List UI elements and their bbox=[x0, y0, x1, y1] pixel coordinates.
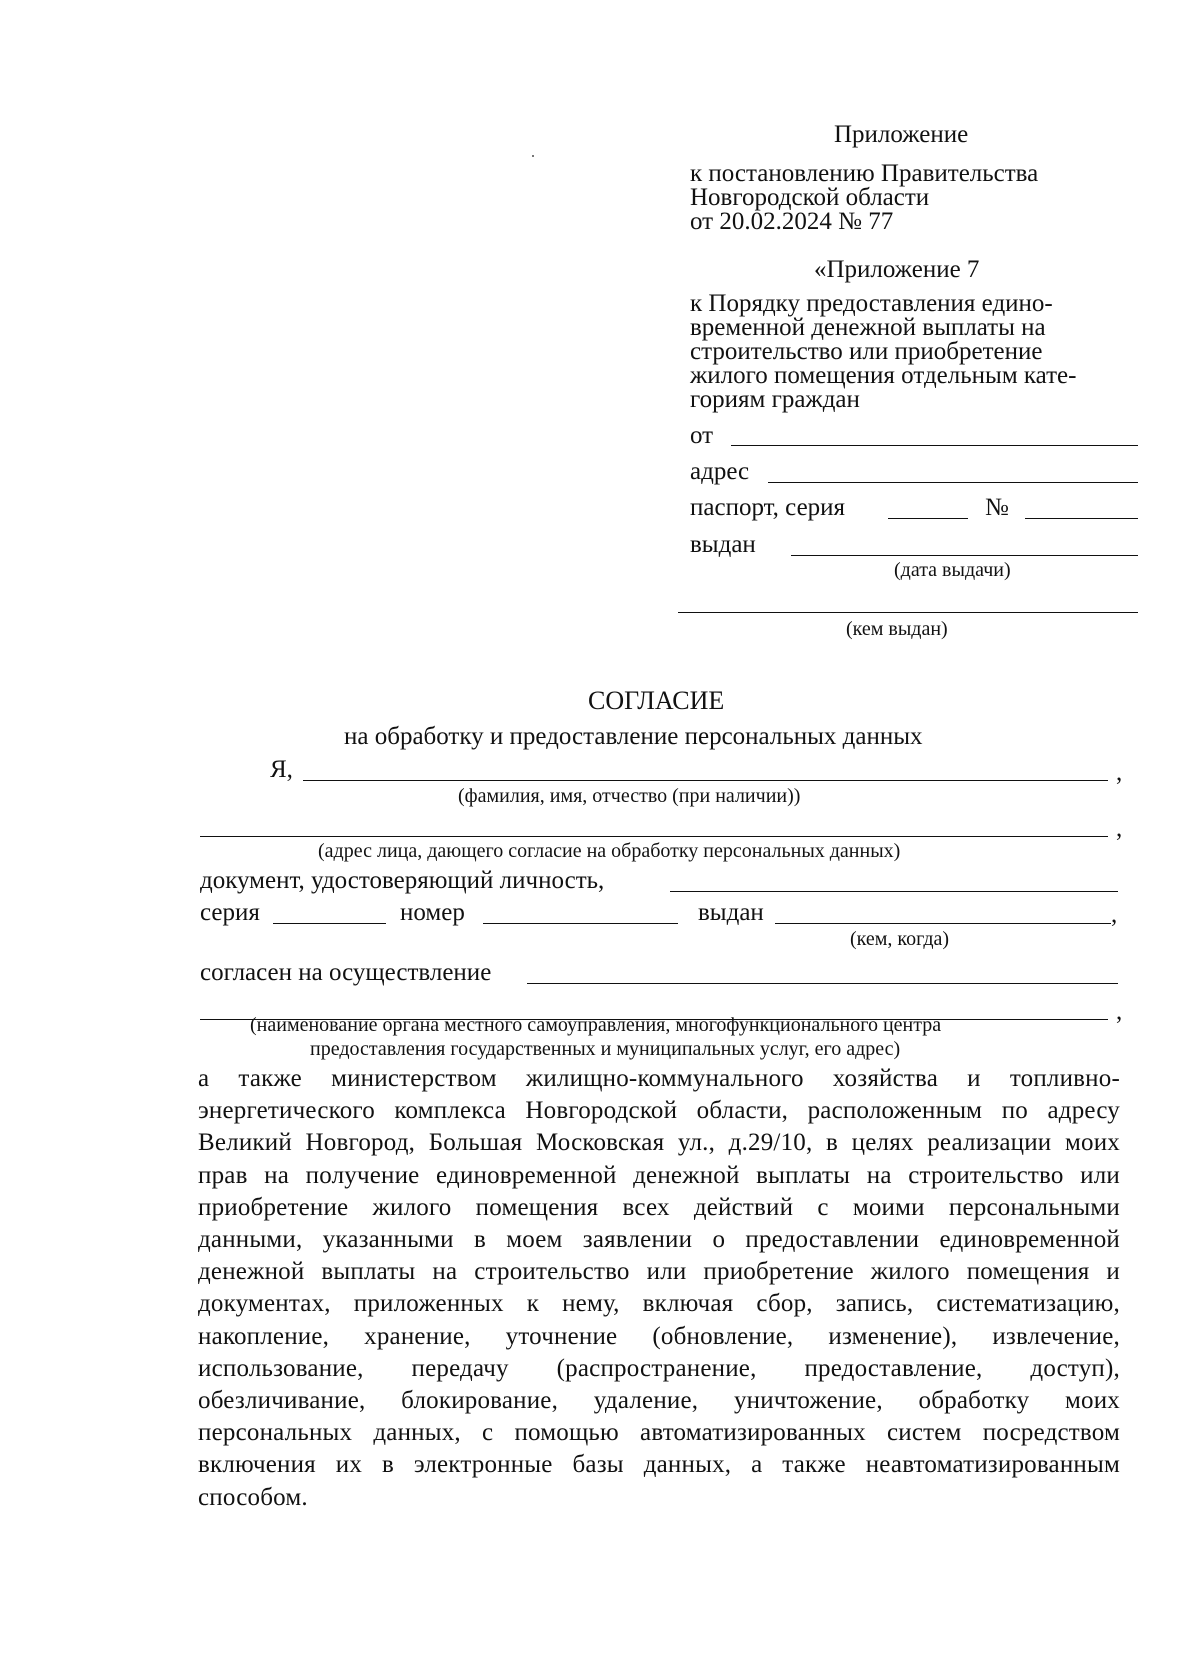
id-document-field-line[interactable] bbox=[670, 891, 1118, 892]
passport-series-label: паспорт, серия bbox=[690, 494, 846, 521]
number-label: номер bbox=[400, 899, 465, 926]
person-address-caption: (адрес лица, дающего согласие на обработку персональных данных) bbox=[318, 840, 901, 862]
organization-caption-line-1: (наименование органа местного самоуправления, многофункционального центра bbox=[250, 1014, 942, 1036]
series-label: серия bbox=[200, 899, 260, 926]
issue-date-caption: (дата выдачи) bbox=[894, 559, 1011, 581]
order-line-5: гориям граждан bbox=[690, 386, 860, 413]
order-line-3: строительство или приобретение bbox=[690, 338, 1043, 365]
consent-body-paragraph: а также министерством жилищно-коммунального хозяйства и топливно-энергетического комплекса Новгородской области, расположенным по адресу Великий Новгород, Большая Московская ул., д.29/10, в целях реализации моих прав на получение единовременной денежной выплаты на строительство или приобретение жилого помещения всех действий с моими персональными данными, указанными в моем заявлении о предоставлении единовременной денежной выплаты на строительство или приобретение жилого помещения и документах, приложенных к нему, включая сбор, запись, систематизацию, накопление, хранение, уточнение (обновление, изменение), извлечение, использование, передачу (распространение, предоставление, доступ), обезличивание, блокирование, удаление, уничтожение, обработку моих персональных данных, с помощью автоматизированных систем посредством включения их в электронные базы данных, а также неавтоматизированным способом. bbox=[198, 1065, 1120, 1511]
order-line-1: к Порядку предоставления едино- bbox=[690, 290, 1053, 317]
passport-series-field-line[interactable] bbox=[888, 518, 968, 519]
issue-date-field-line[interactable] bbox=[791, 555, 1138, 556]
decree-line-2: Новгородской области bbox=[690, 184, 930, 211]
passport-number-field-line[interactable] bbox=[1025, 518, 1138, 519]
agree-field-line[interactable] bbox=[527, 983, 1118, 984]
decree-line-1: к постановлению Правительства bbox=[690, 160, 1039, 187]
order-line-4: жилого помещения отдельным кате- bbox=[690, 362, 1077, 389]
issued-comma: , bbox=[1111, 901, 1118, 928]
issued-field-line[interactable] bbox=[775, 923, 1111, 924]
order-line-2: временной денежной выплаты на bbox=[690, 314, 1046, 341]
id-document-label: документ, удостоверяющий личность, bbox=[200, 867, 605, 894]
agree-label: согласен на осуществление bbox=[200, 959, 492, 986]
i-label: Я, bbox=[270, 756, 293, 783]
scan-speck bbox=[532, 155, 534, 157]
organization-comma: , bbox=[1116, 998, 1123, 1025]
from-label: от bbox=[690, 422, 714, 449]
series-field-line[interactable] bbox=[273, 923, 386, 924]
address-field-line[interactable] bbox=[768, 482, 1138, 483]
consent-body-text bbox=[198, 1063, 1120, 1514]
address-comma: , bbox=[1116, 815, 1123, 842]
passport-number-label: № bbox=[985, 494, 1009, 521]
appendix-title: Приложение bbox=[834, 121, 969, 148]
from-field-line[interactable] bbox=[731, 445, 1138, 446]
organization-caption-line-2: предоставления государственных и муниципальных услуг, его адрес) bbox=[310, 1038, 901, 1060]
person-address-field-line[interactable] bbox=[200, 836, 1108, 837]
appendix7-title: «Приложение 7 bbox=[814, 256, 980, 283]
consent-title: СОГЛАСИЕ bbox=[588, 686, 725, 715]
issued-by-field-line[interactable] bbox=[678, 612, 1138, 613]
issued-by-caption: (кем выдан) bbox=[846, 618, 948, 640]
issued-label-2: выдан bbox=[698, 899, 764, 926]
issued-label: выдан bbox=[690, 531, 756, 558]
decree-line-3: от 20.02.2024 № 77 bbox=[690, 208, 894, 235]
fio-caption: (фамилия, имя, отчество (при наличии)) bbox=[458, 785, 801, 807]
fio-comma: , bbox=[1116, 759, 1123, 786]
who-when-caption: (кем, когда) bbox=[850, 928, 950, 950]
consent-subtitle: на обработку и предоставление персональных данных bbox=[344, 723, 923, 750]
address-label: адрес bbox=[690, 458, 750, 485]
fio-field-line[interactable] bbox=[303, 780, 1108, 781]
number-field-line[interactable] bbox=[483, 923, 678, 924]
